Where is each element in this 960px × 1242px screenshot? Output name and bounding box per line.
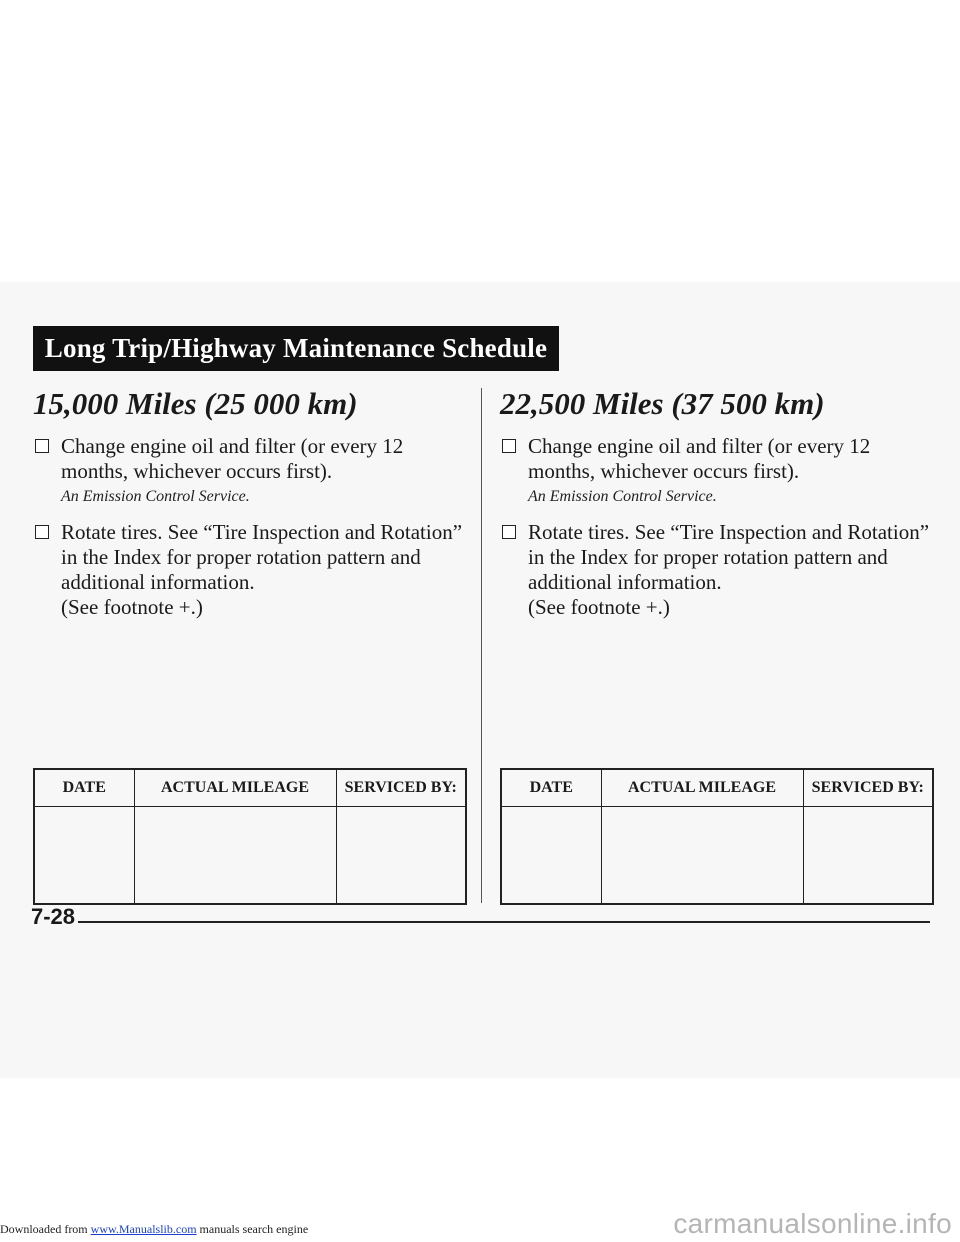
footer-rule [78,921,930,923]
task-rotate-tires [33,520,473,620]
task-text: Change engine oil and filter (or every 12 months, whichever occurs first). [528,434,871,483]
interval-title-22500: 22,500 Miles (37 500 km) [500,386,825,421]
manualslib-link[interactable]: www.Manualslib.com [90,1222,197,1236]
task-oil-change [500,434,940,484]
emission-note: An Emission Control Service. [528,488,717,505]
col-header-actual-mileage: ACTUAL MILEAGE [134,769,336,807]
checkbox-icon[interactable] [502,525,516,539]
date-cell[interactable] [501,807,601,905]
column-divider [481,388,482,903]
date-cell[interactable] [34,807,134,905]
checkbox-icon[interactable] [502,439,516,453]
checkbox-icon[interactable] [35,439,49,453]
task-text: Change engine oil and filter (or every 12 months, whichever occurs first). [61,434,404,483]
section-banner: Long Trip/Highway Maintenance Schedule [33,326,559,371]
task-text: Rotate tires. See “Tire Inspection and Rotation” in the Index for proper rotation pattern and additional information. [61,520,463,594]
serviced-by-cell[interactable] [336,807,466,905]
col-header-date: DATE [501,769,601,807]
footnote-ref: (See footnote +.) [528,595,670,619]
download-credit [0,1222,308,1237]
interval-22500-column [500,383,940,620]
emission-note: An Emission Control Service. [61,488,250,505]
mileage-cell[interactable] [601,807,803,905]
service-log-table-15000 [33,768,467,905]
checkbox-icon[interactable] [35,525,49,539]
download-suffix: manuals search engine [199,1222,309,1236]
col-header-date: DATE [34,769,134,807]
task-text: Rotate tires. See “Tire Inspection and Rotation” in the Index for proper rotation pattern and additional information. [528,520,930,594]
col-header-serviced-by: SERVICED BY: [803,769,933,807]
task-oil-change [33,434,473,484]
task-rotate-tires [500,520,940,620]
site-watermark: carmanualsonline.info [673,1208,952,1239]
interval-15000-column [33,383,473,620]
mileage-cell[interactable] [134,807,336,905]
col-header-actual-mileage: ACTUAL MILEAGE [601,769,803,807]
interval-title-15000: 15,000 Miles (25 000 km) [33,386,358,421]
footnote-ref: (See footnote +.) [61,595,203,619]
serviced-by-cell[interactable] [803,807,933,905]
service-log-table-22500 [500,768,934,905]
download-prefix: Downloaded from [0,1222,88,1236]
page-number: 7-28 [31,904,76,929]
col-header-serviced-by: SERVICED BY: [336,769,466,807]
